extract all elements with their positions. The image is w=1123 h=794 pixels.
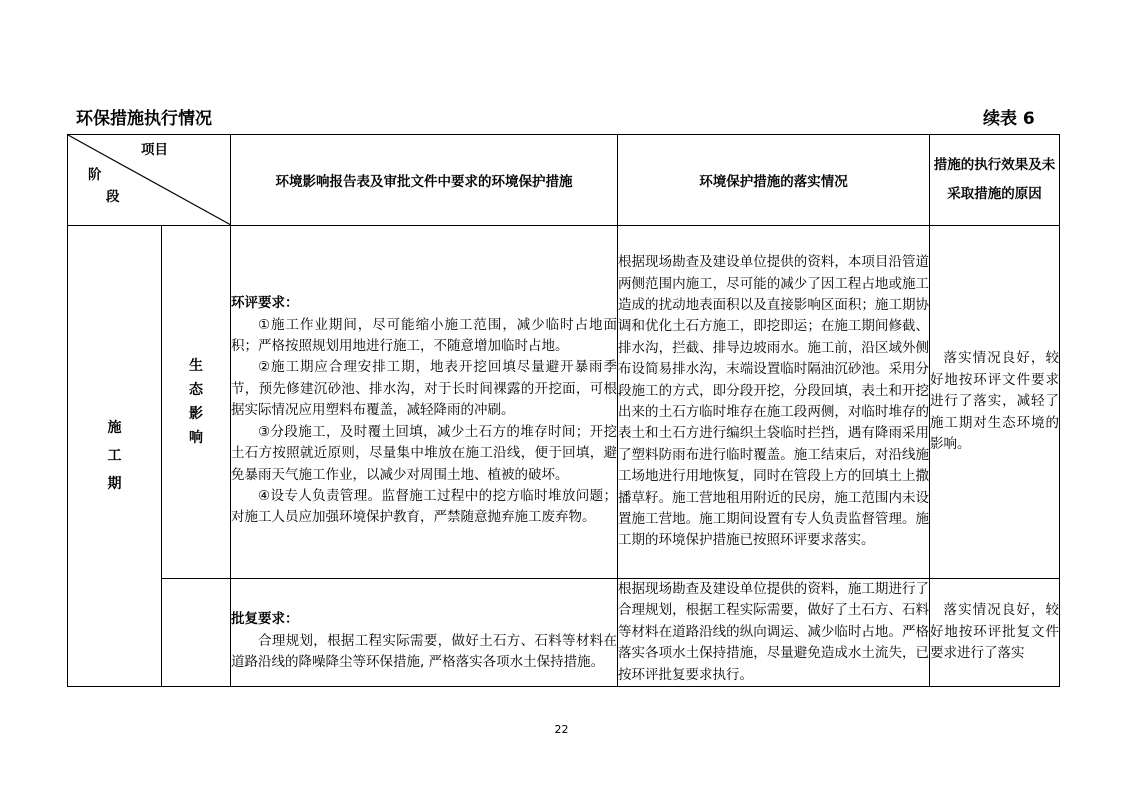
requirement-item: ④设专人负责管理。监督施工过程中的挖方临时堆放问题；对施工人员应加强环境保护教育，严禁随意抛弃施工废弃物。 [231,487,617,526]
approval-requirements-heading: 批复要求： [231,611,299,628]
header-requirements: 环境影响报告表及审批文件中要求的环境保护措施 [231,135,618,226]
header-implementation: 环境保护措施的落实情况 [618,135,930,226]
effect-text: 落实情况良好，较好地按环评文件要求进行了落实，减轻了施工期对生态环境的影响。 [930,350,1059,453]
table-row [68,579,1060,687]
table-number: 续表 6 [983,109,1035,129]
requirement-item: ②施工期应合理安排工期，地表开挖回填尽量避开暴雨季节，预先修建沉砂池、排水沟，对于长时间裸露的开挖面，可根据实际情况应用塑料布覆盖，减轻降雨的冲刷。 [231,359,617,419]
requirement-item: ①施工作业期间，尽可能缩小施工范围，减少临时占地面积；严格按照规划用地进行施工，不随意增加临时占地。 [231,316,617,355]
approval-effect-text: 落实情况良好，较好地按环评批复文件要求进行了落实 [930,602,1059,662]
category-cell [162,226,231,579]
header-item-label: 项目 [141,142,168,158]
header-stage-label-1: 阶 [88,167,102,183]
section-title: 环保措施执行情况 [76,109,212,129]
category-cell-continued [162,579,231,687]
effect-cell [930,226,1060,579]
approval-requirement-text: 合理规划，根据工程实际需要，做好土石方、石料等材料在道路沿线的降噪降尘等环保措施, 严格落实各项水土保持措施。 [231,632,617,671]
implementation-cell: 根据现场勘查及建设单位提供的资料，本项目沿管道两侧范围内施工，尽可能的减少了因工程占地或施工造成的扰动地表面积以及直接影响区面积；施工期协调和优化土石方施工，即挖即运；在施工期间修截、排水沟，拦截、排导边坡雨水。施工前，沿区域外侧布设简易排水沟，末端设置临时隔油沉砂池。采用分段施工的方式，即分段开挖，分段回填，表土和开挖出来的土石方临时堆存在施工段两侧，对临时堆存的表土和土石方进行编织土袋临时拦挡，遇有降雨采用了塑料防雨布进行临时覆盖。施工结束后，对沿线施工场地进行用地恢复，同时在管段上方的回填土上撒播草籽。施工营地租用附近的民房，施工范围内未设置施工营地。施工期间设置有专人负责监督管理。施工期的环境保护措施已按照环评要求落实。 [618,226,930,579]
eia-requirements-cell [231,226,618,579]
header-effect: 措施的执行效果及未采取措施的原因 [930,135,1060,226]
table-row [68,226,1060,579]
header-stage-label-2: 段 [106,189,120,205]
page-number: 22 [554,723,569,736]
measures-table [67,134,1060,687]
eia-requirements-heading: 环评要求： [231,295,299,312]
approval-implementation-cell: 根据现场勘查及建设单位提供的资料，施工期进行了合理规划，根据工程实际需要，做好了土石方、石料等材料在道路沿线的纵向调运、减少临时占地。严格落实各项水土保持措施，尽量避免造成水土流失，已按环评批复要求执行。 [618,579,930,687]
table-header-row [68,135,1060,226]
approval-requirements-cell [231,579,618,687]
phase-cell [68,226,162,687]
approval-effect-cell [930,579,1060,687]
phase-label: 施工期 [107,420,122,493]
requirement-item: ③分段施工，及时覆土回填，减少土石方的堆存时间；开挖土石方按照就近原则，尽量集中堆放在施工沿线，便于回填，避免暴雨天气施工作业，以减少对周围土地、植被的破坏。 [231,423,617,483]
diagonal-header-cell [68,135,231,226]
category-label: 生态影响 [189,358,203,446]
